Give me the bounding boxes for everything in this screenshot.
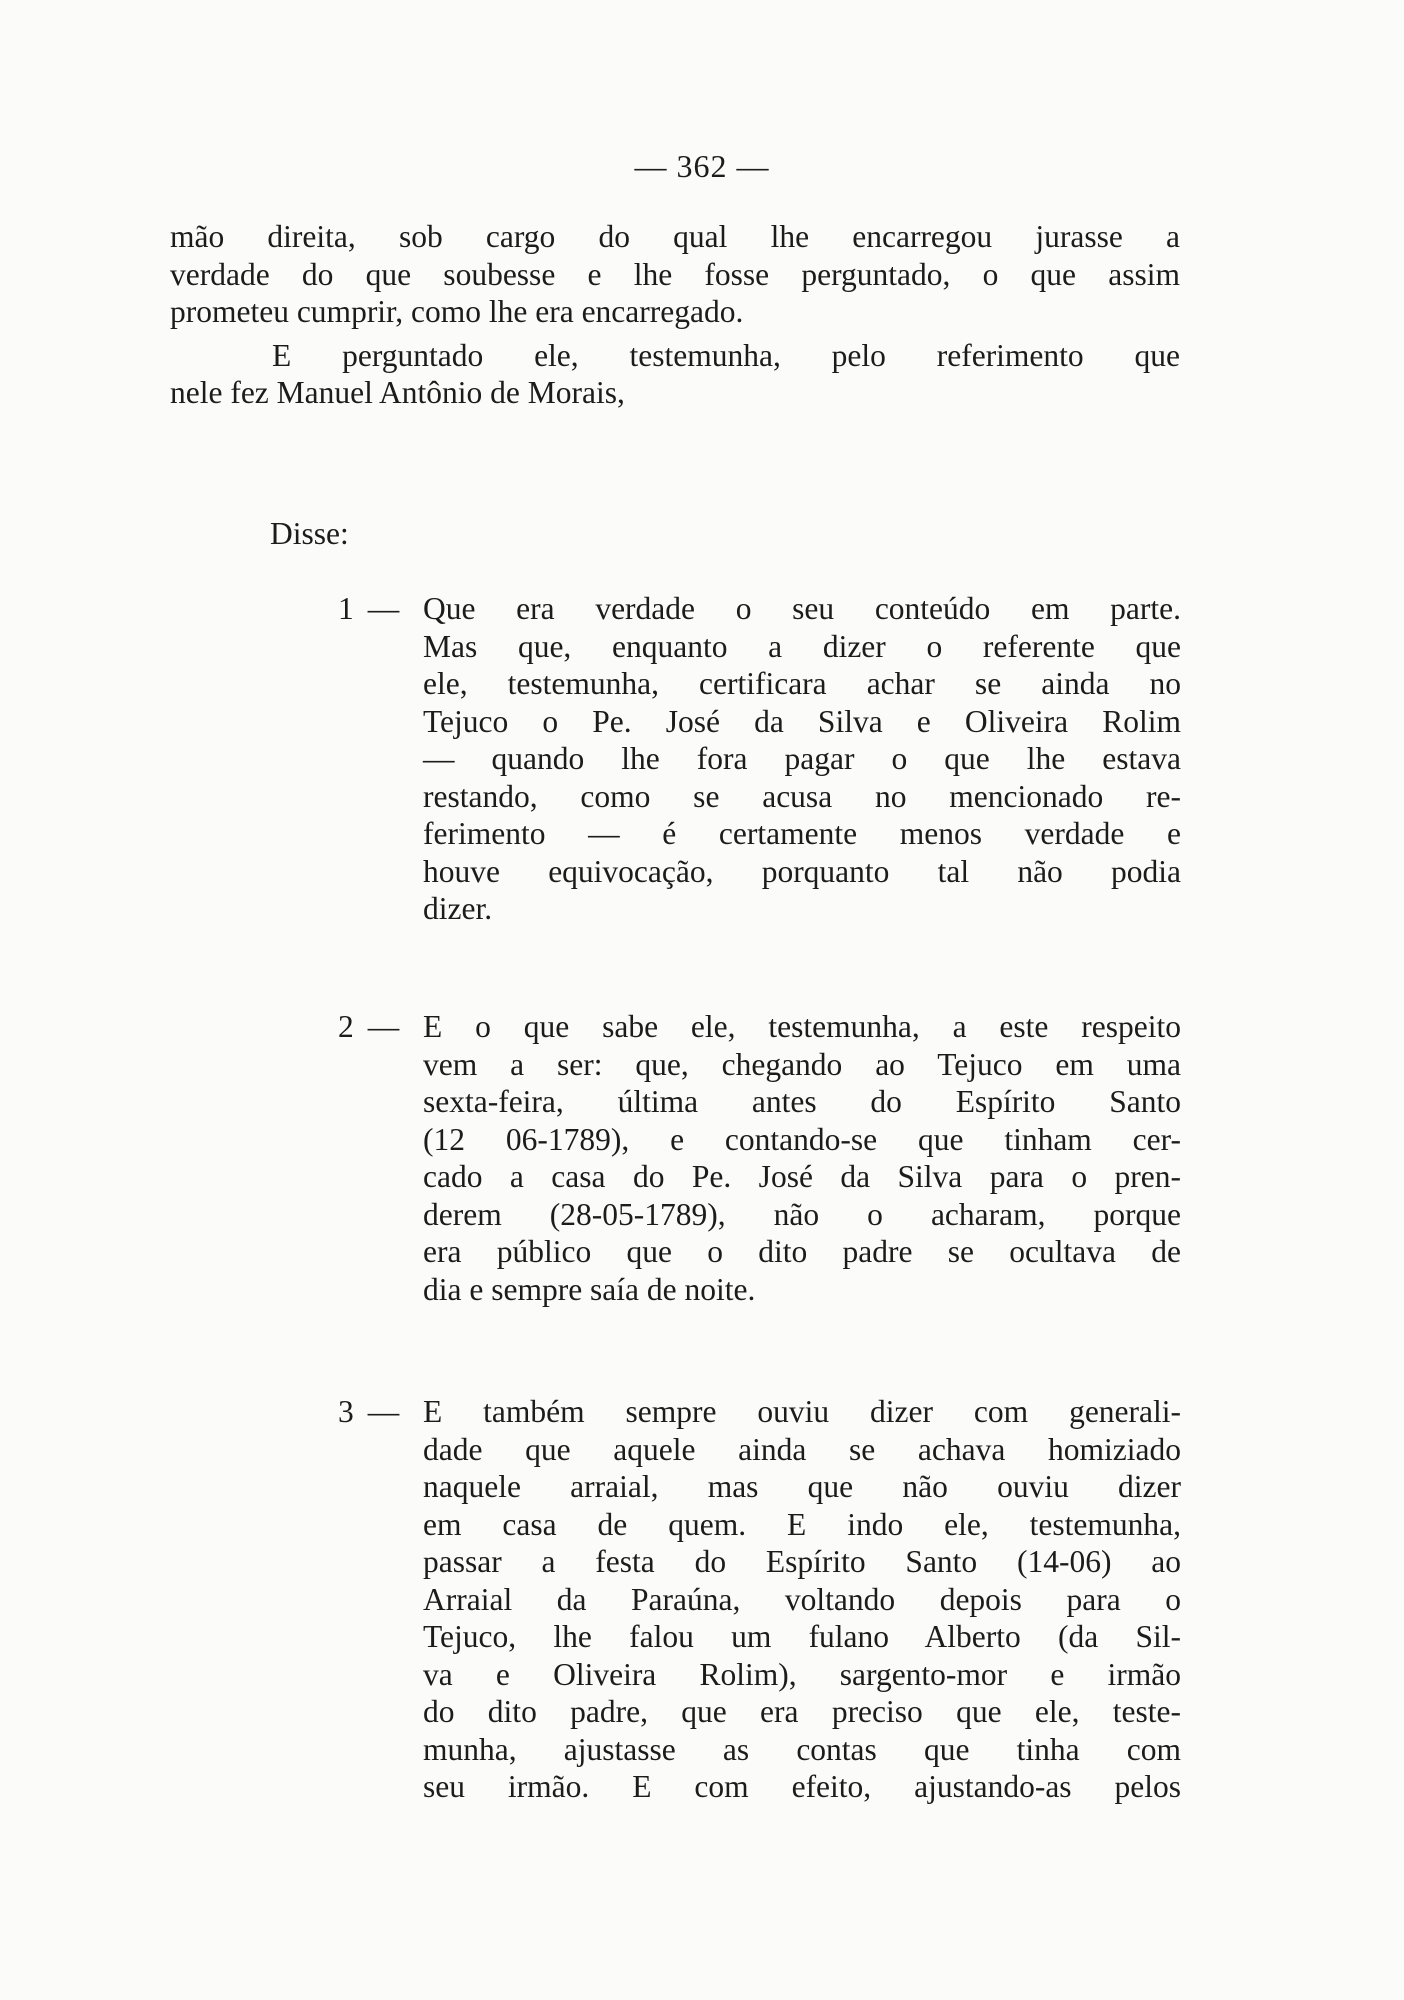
text-line: cado a casa do Pe. José da Silva para o pren- [423,1159,1181,1194]
text-line: vem a ser: que, chegando ao Tejuco em uma [423,1046,1181,1082]
text-line: era público que o dito padre se ocultava de [423,1234,1181,1269]
text-line: do dito padre, que era preciso que ele, teste- [423,1694,1181,1729]
item-text [423,1008,1181,1308]
text-line: Mas que, enquanto a dizer o referente que [423,628,1181,664]
text-line: houve equivocação, porquanto tal não podia [423,853,1181,889]
item-number [338,1008,399,1046]
text-line: E perguntado ele, testemunha, pelo referimento que [272,337,1180,373]
text-line: naquele arraial, mas que não ouviu dizer [423,1469,1181,1504]
intro-paragraph-1 [170,218,1180,331]
text-line: ele, testemunha, certificara achar se ainda no [423,666,1181,701]
text-line: dia e sempre saía de noite. [423,1271,756,1307]
text-line: verdade do que soubesse e lhe fosse perguntado, o que assim [170,256,1180,292]
text-line: dade que aquele ainda se achava homiziado [423,1431,1181,1467]
disse-heading: Disse: [270,516,349,551]
page-number: — 362 — [634,148,770,184]
text-line: va e Oliveira Rolim), sargento-mor e irmão [423,1656,1181,1692]
text-line: Arraial da Paraúna, voltando depois para o [423,1581,1181,1617]
item-dash: — [367,591,400,626]
text-line: prometeu cumprir, como lhe era encarregado. [170,294,744,329]
text-line: E o que sabe ele, testemunha, a este respeito [423,1009,1181,1044]
text-line: sexta-feira, última antes do Espírito Santo [423,1084,1181,1119]
text-line: dizer. [423,891,493,926]
intro-paragraph-2 [170,337,1180,412]
text-line: E também sempre ouviu dizer com generali- [423,1394,1181,1429]
text-line: em casa de quem. E indo ele, testemunha, [423,1506,1181,1542]
item-number [338,590,399,628]
item-number-value: 2 [338,1009,354,1044]
item-number-value: 3 [338,1394,354,1429]
intro-text [170,218,1180,412]
text-line: Tejuco, lhe falou um fulano Alberto (da Sil- [423,1619,1181,1654]
text-line: (12 06-1789), e contando-se que tinham cer- [423,1121,1181,1157]
item-number [338,1393,399,1431]
text-line: munha, ajustasse as contas que tinha com [423,1731,1181,1767]
text-line: ferimento — é certamente menos verdade e [423,816,1181,851]
item-dash: — [367,1394,400,1429]
text-line: mão direita, sob cargo do qual lhe encarregou jurasse a [170,219,1180,254]
text-line: restando, como se acusa no mencionado re- [423,778,1181,814]
item-text [423,590,1181,928]
text-line: — quando lhe fora pagar o que lhe estava [423,741,1181,776]
text-line: Que era verdade o seu conteúdo em parte. [423,591,1181,626]
text-line: passar a festa do Espírito Santo (14-06) ao [423,1544,1181,1579]
text-line: derem (28-05-1789), não o acharam, porque [423,1196,1181,1232]
text-line: nele fez Manuel Antônio de Morais, [170,375,625,410]
item-text [423,1393,1181,1806]
item-dash: — [367,1009,400,1044]
text-line: seu irmão. E com efeito, ajustando-as pelos [423,1769,1181,1804]
item-number-value: 1 [338,591,354,626]
text-line: Tejuco o Pe. José da Silva e Oliveira Rolim [423,703,1181,739]
